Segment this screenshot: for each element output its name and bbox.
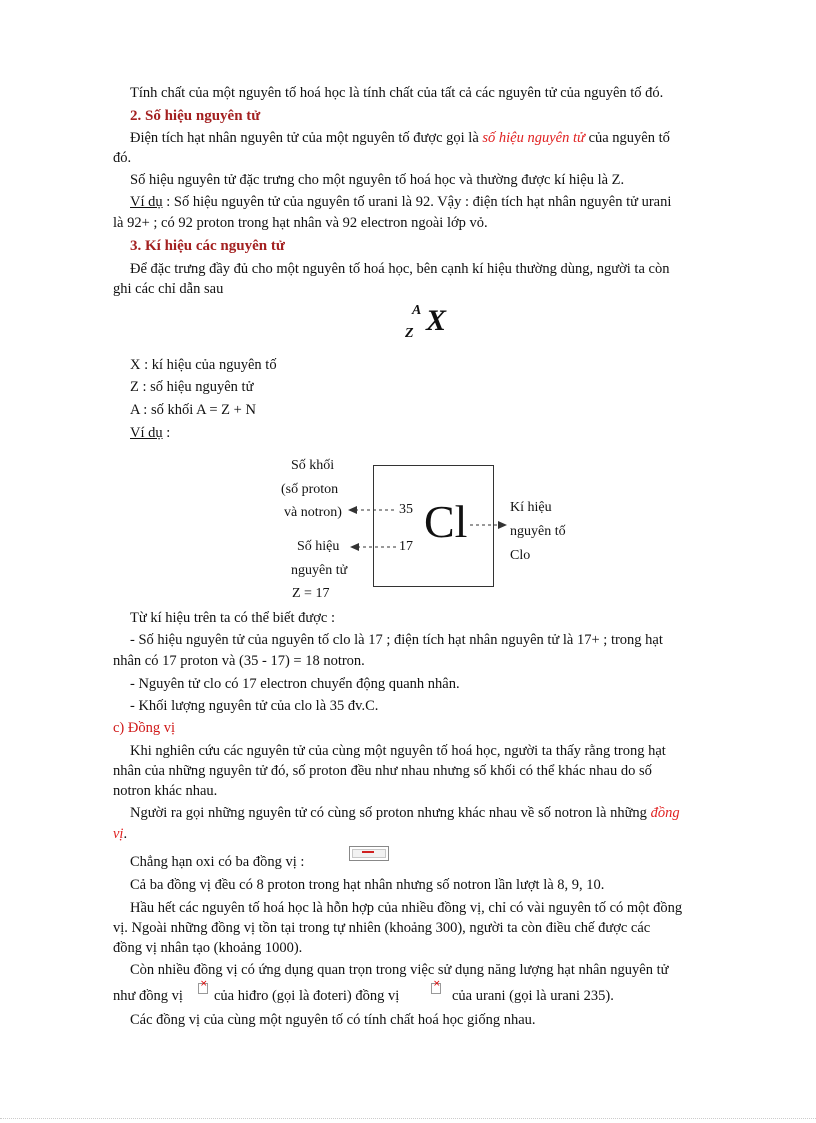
section3-heading: 3. Kí hiệu các nguyên tử [130,238,285,254]
formula-atomic-number: Z [405,326,414,341]
bullet-1: - Số hiệu nguyên tử của nguyên tố clo là 17 ; điện tích hạt nhân nguyên tử là 17+ ; trong hạt [130,632,663,648]
isotopes-para1-cont1: nhân của những nguyên tử đó, số proton đều như nhau nhưng số khối có thể khác nhau do số [113,763,652,779]
example-label: Ví dụ [130,425,163,441]
section3-para1-cont: ghi các chỉ dẫn sau [113,281,224,297]
definition-z: Z : số hiệu nguyên tử [130,379,254,395]
section2-example-cont: là 92+ ; có 92 proton trong hạt nhân và 92 electron ngoài lớp vỏ. [113,215,488,231]
deuterium-image-icon [198,983,208,994]
isotopes-heading: c) Đồng vị [113,720,176,736]
section2-para1-cont: đó. [113,150,132,166]
isotopes-para6-a: như đồng vị [113,988,183,1004]
isotopes-para3: Chẳng hạn oxi có ba đồng vị : [130,854,305,870]
text: : Số hiệu nguyên tử của nguyên tố urani là 92. Vậy : điện tích hạt nhân nguyên tử urani [162,194,672,210]
symbol-label-line2: nguyên tố [510,524,566,539]
definition-x: X : kí hiệu của nguyên tố [130,357,277,373]
text: Người ra gọi những nguyên tử có cùng số proton nhưng khác nhau về số notron là những [130,805,651,821]
page-bottom-divider [0,1118,816,1119]
mass-label-line3: và notron) [284,505,342,520]
isotopes-para6-c: của urani (gọi là urani 235). [452,988,614,1004]
isotopes-para6: Còn nhiều đồng vị có ứng dụng quan trọn trong việc sử dụng năng lượng hạt nhân nguyên tử [130,962,669,978]
mass-arrow-head [348,506,357,514]
mass-value: 35 [399,502,413,517]
section3-para1: Để đặc trưng đầy đủ cho một nguyên tố hoá học, bên cạnh kí hiệu thường dùng, người ta còn [130,261,670,277]
symbol-label-line1: Kí hiệu [510,500,552,515]
isotopes-para5-cont2: đồng vị nhân tạo (khoảng 1000). [113,940,303,956]
formula-mass-number: A [412,303,422,318]
isotopes-para2 [130,804,680,822]
symbol-arrow-head [498,521,507,529]
isotopes-para1: Khi nghiên cứu các nguyên tử của cùng một nguyên tố hoá học, người ta thấy rằng trong hạt [130,743,666,759]
section2-para2: Số hiệu nguyên tử đặc trưng cho một nguyên tố hoá học và thường được kí hiệu là Z. [130,172,625,188]
bullet-2: - Nguyên tử clo có 17 electron chuyển động quanh nhân. [130,676,460,692]
broken-image-icon [362,851,374,853]
uranium-image-icon [431,983,441,994]
atomic-arrow-head [350,543,359,551]
term-highlight: vị [113,826,124,842]
text: của nguyên tố [584,130,670,146]
element-symbol: Cl [424,496,468,547]
term-highlight: số hiệu nguyên tử [482,130,585,146]
formula-symbol: X [426,304,447,337]
isotopes-para4: Cả ba đồng vị đều có 8 proton trong hạt nhân nhưng số notron lần lượt là 8, 9, 10. [130,877,605,893]
text: Điện tích hạt nhân nguyên tử của một nguyên tố được gọi là [130,130,483,146]
isotopes-para6-b: của hiđro (gọi là đoteri) đồng vị [214,988,400,1004]
mass-label-line2: (số proton [281,482,339,497]
mass-label-line1: Số khối [291,458,335,473]
after-para1: Từ kí hiệu trên ta có thể biết được : [130,610,335,626]
symbol-label-line3: Clo [510,548,531,563]
atomic-value: 17 [399,539,413,554]
isotopes-para1-cont2: notron khác nhau. [113,783,218,799]
intro-line: Tính chất của một nguyên tố hoá học là tính chất của tất cả các nguyên tử của nguyên tố đó. [130,85,664,101]
bullet-1-cont: nhân có 17 proton và (35 - 17) = 18 notron. [113,653,365,669]
atomic-label-line2: nguyên tử [291,563,348,578]
atomic-label-line1: Số hiệu [297,539,340,554]
text: . [123,826,128,842]
isotopes-para2-cont [113,825,127,843]
isotopes-para5: Hầu hết các nguyên tố hoá học là hỗn hợp của nhiều đồng vị, chỉ có vài nguyên tố có một đồng [130,900,683,916]
isotopes-para5-cont1: vị. Ngoài những đồng vị tồn tại trong tự nhiên (khoảng 300), người ta còn điều chế được các [113,920,651,936]
oxygen-isotopes-image-placeholder [349,846,389,861]
section2-heading: 2. Số hiệu nguyên tử [130,108,261,124]
text: : [162,425,171,441]
bullet-3: - Khối lượng nguyên tử của clo là 35 đv.C. [130,698,379,714]
example-label: Ví dụ [130,194,163,210]
isotopes-para7: Các đồng vị của cùng một nguyên tố có tính chất hoá học giống nhau. [130,1012,536,1028]
term-highlight: đồng [650,805,680,821]
atomic-label-line3: Z = 17 [292,586,330,601]
definition-a: A : số khối A = Z + N [130,402,256,418]
